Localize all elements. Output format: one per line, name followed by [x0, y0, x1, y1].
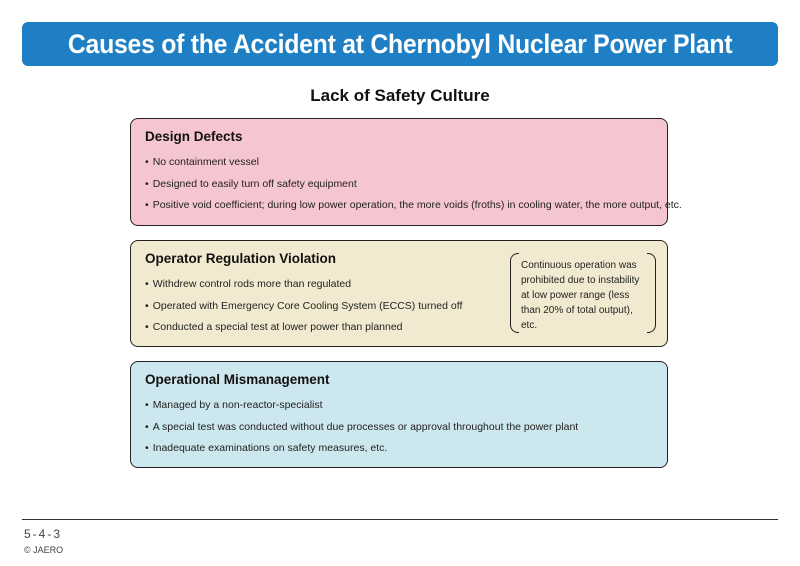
list-item: • Positive void coefficient; during low power operation, the more voids (froths) in cooling water, the more output, etc. [145, 195, 653, 217]
list-item: • Designed to easily turn off safety equipment [145, 174, 653, 196]
section-subtitle: Lack of Safety Culture [310, 86, 490, 105]
box-heading: Operator Regulation Violation [145, 251, 337, 266]
list-item: • A special test was conducted without due processes or approval throughout the power plant [145, 417, 653, 439]
list-item: • No containment vessel [145, 152, 653, 174]
list-item: • Inadequate examinations on safety measures, etc. [145, 438, 653, 460]
list-item: • Withdrew control rods more than regulated [145, 274, 653, 296]
page-number: 5-4-3 [24, 527, 63, 541]
title-banner [22, 22, 778, 66]
copyright-text: © JAERO [24, 545, 64, 555]
left-bracket [510, 253, 519, 333]
list-item: • Operated with Emergency Core Cooling System (ECCS) turned off [145, 296, 653, 318]
note-text: Continuous operation was prohibited due to instability at low power range (less than 20% of total output), etc. [521, 260, 640, 331]
box-heading: Operational Mismanagement [145, 372, 330, 387]
footer-divider [22, 519, 778, 520]
right-bracket [647, 253, 656, 333]
list-item: • Conducted a special test at lower power than planned [145, 317, 653, 339]
bracket-note [510, 253, 656, 333]
bullet-list [145, 152, 682, 217]
design-defects-box [130, 118, 682, 226]
operational-mismanagement-box [130, 361, 668, 468]
page-title: Causes of the Accident at Chernobyl Nuclear Power Plant [67, 28, 733, 59]
bullet-list [145, 395, 653, 460]
box-heading: Design Defects [145, 129, 243, 144]
list-item: • Managed by a non-reactor-specialist [145, 395, 653, 417]
